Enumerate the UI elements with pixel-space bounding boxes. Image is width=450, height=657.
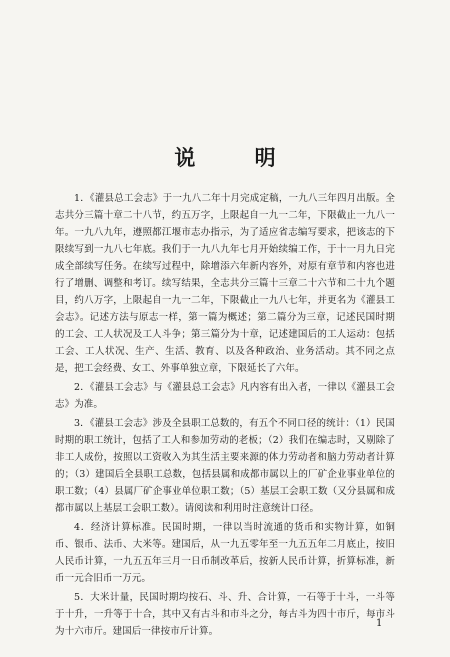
page-number: 1: [376, 618, 383, 629]
explanation-body: [55, 190, 395, 640]
paragraph-5: 5．大米计量，民国时期均按石、斗、升、合计算，一石等于十斗，一斗等于十升，一升等于十合，其中又有古斗和市斗之分，每古斗为四十市斤，每市斗为十六市斤。建国后一律按市斤计算。: [55, 592, 395, 637]
paragraph-1: 1．《灌县总工会志》于一九八二年十月完成定稿，一九八三年四月出版。全志共分三篇十章二十八节，约五万字，上限起自一九一二年，下限截止一九八一年。一九八九年，遵照都江堰市志办指示，为了适应省志编写要求，把该志的下限续写到一九八七年底。我们于一九八九年七月开始续编工作，于十一月九日完成全部续写任务。在续写过程中，除增添六年新内容外，对原有章节和内容也进行了增删、调整和考订。续写结果，全志共分三篇十三章二十六节和二十九个题目，约八万字，上限起自一九一二年，下限截止一九八七年，并更名为《灌县工会志》。记述方法与原志一样，第一篇为概述；第二篇分为三章，记述民国时期的工会、工人状况及工人斗争；第三篇分为十章，记述建国后的工人运动：包括工会、工人状况、生产、生活、教育、以及各种政治、业务活动。其不同之点是，把工会经费、女工、外事单独立章，下限延长了六年。: [55, 193, 395, 374]
paragraph-2: 2．《灌县工会志》与《灌县总工会志》凡内容有出入者，一律以《灌县工会志》为准。: [55, 382, 395, 410]
page-title: 说 明: [174, 145, 302, 170]
paragraph-3: 3．《灌县工会志》涉及全县职工总数的，有五个不同口径的统计：（1）民国时期的职工统计，包括了工人和参加劳动的老板；（2）我们在编志时，又剔除了非工人成份，按照以工资收入为其生活主要来源的体力劳动者和脑力劳动者计算的；（3）建国后全县职工总数，包括县属和成都市属以上的厂矿企业事业单位的职工数；（4）县属厂矿企事业单位职工数；（5）基层工会职工数（又分县属和成都市属以上基层工会职工数）。请阅读和利用时注意统计口径。: [55, 418, 395, 514]
paragraph-4: 4．经济计算标准。民国时期，一律以当时流通的货币和实物计算，如铜币、银币、法币、大米等。建国后，从一九五零年至一九五五年二月底止，按旧人民币计算，一九五五年三月一日币制改革后，按新人民币计算，折算标准，新币一元合旧币一万元。: [55, 522, 395, 584]
